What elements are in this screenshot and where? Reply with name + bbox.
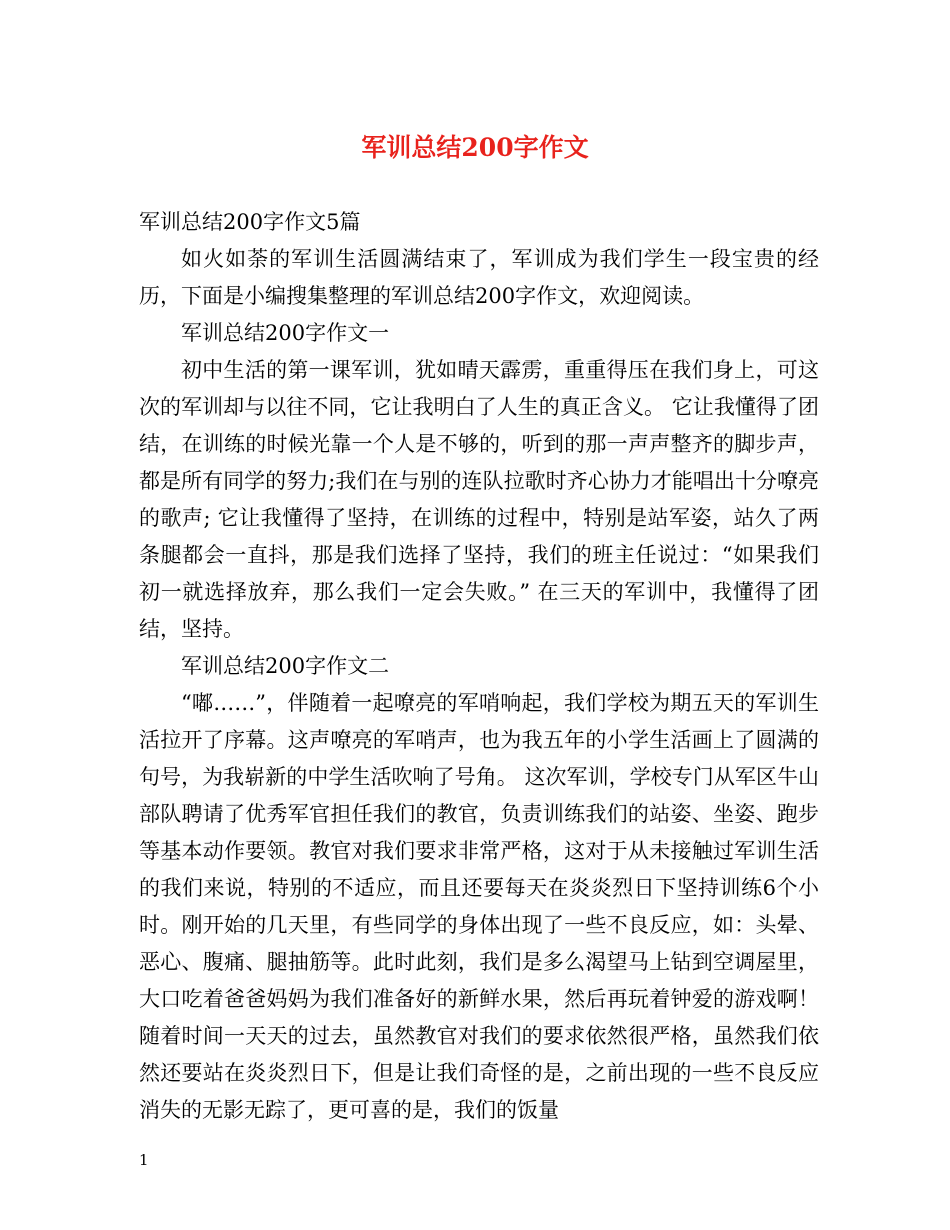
section-heading-2: 军训总结200字作文二 [181, 654, 390, 678]
document-body [139, 204, 819, 1129]
document-title: 军训总结200字作文 [361, 133, 589, 162]
intro-paragraph: 如火如荼的军训生活圆满结束了，军训成为我们学生一段宝贵的经历，下面是小编搜集整理的军训总结200字作文，欢迎阅读。 [139, 247, 819, 308]
document-subtitle: 军训总结200字作文5篇 [139, 210, 361, 234]
section-body-2: “嘟……”，伴随着一起嘹亮的军哨响起，我们学校为期五天的军训生活拉开了序幕。这声嘹亮的军哨声，也为我五年的小学生活画上了圆满的句号，为我崭新的中学生活吹响了号角。 这次军训，学校专门从军区牛山部队聘请了优秀军官担任我们的教官，负责训练我们的站姿、坐姿、跑步等基本动作要领。教官对我们要求非常严格，这对于从未接触过军训生活的我们来说，特别的不适应，而且还要每天在炎炎烈日下坚持训练6个小时。刚开始的几天里，有些同学的身体出现了一些不良反应，如：头晕、恶心、腹痛、腿抽筋等。此时此刻，我们是多么渴望马上钻到空调屋里，大口吃着爸爸妈妈为我们准备好的新鲜水果，然后再玩着钟爱的游戏啊！随着时间一天天的过去，虽然教官对我们的要求依然很严格，虽然我们依然还要站在炎炎烈日下，但是让我们奇怪的是，之前出现的一些不良反应消失的无影无踪了，更可喜的是，我们的饭量 [139, 691, 819, 1122]
page-number: 1 [139, 1151, 149, 1169]
section-heading-1: 军训总结200字作文一 [181, 321, 390, 345]
section-body-1: 初中生活的第一课军训，犹如晴天霹雳，重重得压在我们身上，可这次的军训却与以往不同，它让我明白了人生的真正含义。 它让我懂得了团结，在训练的时候光靠一个人是不够的，听到的那一声声整齐的脚步声，都是所有同学的努力;我们在与别的连队拉歌时齐心协力才能唱出十分嘹亮的歌声; 它让我懂得了坚持，在训练的过程中，特别是站军姿，站久了两条腿都会一直抖，那是我们选择了坚持，我们的班主任说过：“如果我们初一就选择放弃，那么我们一定会失败。” 在三天的军训中，我懂得了团结，坚持。 [139, 358, 819, 641]
